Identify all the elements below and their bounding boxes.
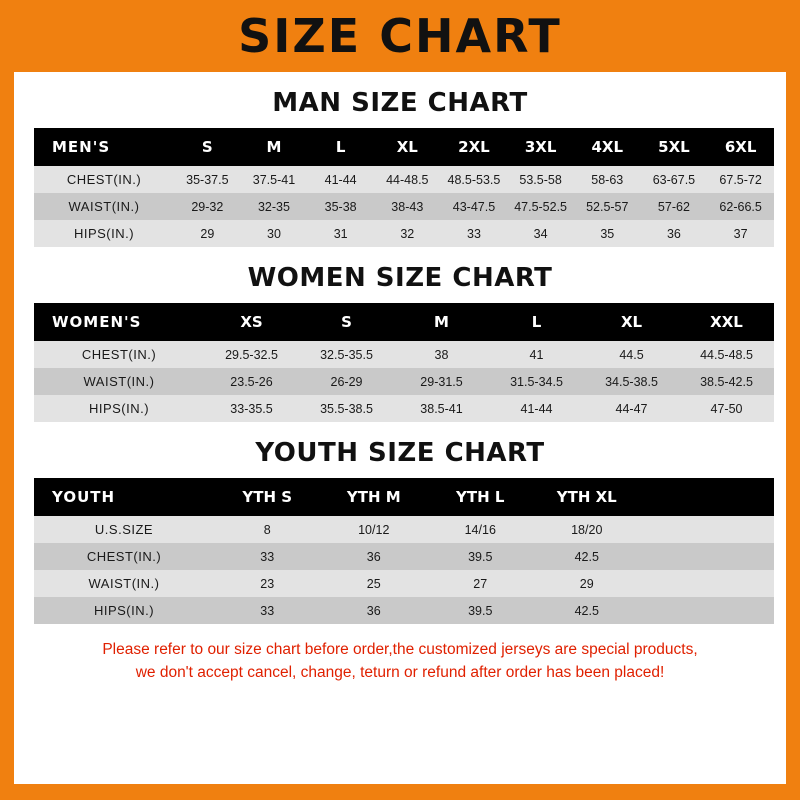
section-man — [14, 88, 786, 247]
footer-line-2: we don't accept cancel, change, teturn or refund after order has been placed! — [135, 664, 665, 682]
bottom-bar — [0, 784, 800, 800]
section-title-man: MAN SIZE CHART — [272, 88, 528, 118]
footer-note — [32, 638, 768, 685]
row-label-us-size: U.S.SIZE — [34, 516, 214, 543]
cell: 36 — [641, 220, 708, 247]
cell: 26-29 — [299, 368, 394, 395]
cell: 18/20 — [534, 516, 641, 543]
section-title-youth: YOUTH SIZE CHART — [255, 438, 545, 468]
cell: 38.5-41 — [394, 395, 489, 422]
row-label-hips: HIPS(IN.) — [34, 220, 174, 247]
cell: 44-48.5 — [374, 166, 441, 193]
header-cell-xl: XL — [374, 128, 441, 166]
cell: 44.5-48.5 — [679, 341, 774, 368]
cell: 33 — [214, 543, 321, 570]
cell: 33 — [441, 220, 508, 247]
header-cell-yth-s: YTH S — [214, 478, 321, 516]
table-header-row — [34, 128, 774, 166]
header-banner — [0, 0, 800, 72]
cell: 36 — [321, 543, 428, 570]
cell: 8 — [214, 516, 321, 543]
cell: 23 — [214, 570, 321, 597]
row-label-hips: HIPS(IN.) — [34, 597, 214, 624]
cell: 35-37.5 — [174, 166, 241, 193]
cell: 10/12 — [321, 516, 428, 543]
header-cell-s: S — [299, 303, 394, 341]
header-cell-men: MEN'S — [34, 128, 174, 166]
cell: 36 — [321, 597, 428, 624]
cell: 29-31.5 — [394, 368, 489, 395]
table-row — [34, 341, 774, 368]
section-women — [14, 263, 786, 422]
header-cell-s: S — [174, 128, 241, 166]
cell: 31.5-34.5 — [489, 368, 584, 395]
cell: 35.5-38.5 — [299, 395, 394, 422]
table-row — [34, 193, 774, 220]
cell-spacer — [640, 543, 774, 570]
cell: 32.5-35.5 — [299, 341, 394, 368]
header-cell-m: M — [394, 303, 489, 341]
cell: 41-44 — [307, 166, 374, 193]
table-women — [34, 303, 774, 422]
footer-line-1: Please refer to our size chart before order,the customized jerseys are special products, — [102, 641, 698, 658]
table-header-row — [34, 303, 774, 341]
table-man — [34, 128, 774, 247]
header-cell-youth: YOUTH — [34, 478, 214, 516]
header-cell-yth-xl: YTH XL — [534, 478, 641, 516]
cell: 39.5 — [427, 597, 534, 624]
header-cell-spacer — [640, 478, 774, 516]
cell: 29 — [174, 220, 241, 247]
cell: 37.5-41 — [241, 166, 308, 193]
table-row — [34, 516, 774, 543]
cell: 48.5-53.5 — [441, 166, 508, 193]
cell: 29-32 — [174, 193, 241, 220]
header-cell-5xl: 5XL — [641, 128, 708, 166]
header-cell-l: L — [489, 303, 584, 341]
cell-spacer — [640, 570, 774, 597]
header-cell-3xl: 3XL — [507, 128, 574, 166]
cell-spacer — [640, 597, 774, 624]
cell: 41 — [489, 341, 584, 368]
cell: 14/16 — [427, 516, 534, 543]
cell: 31 — [307, 220, 374, 247]
cell: 32 — [374, 220, 441, 247]
table-row — [34, 368, 774, 395]
cell: 62-66.5 — [707, 193, 774, 220]
header-cell-xl: XL — [584, 303, 679, 341]
cell: 58-63 — [574, 166, 641, 193]
table-row — [34, 543, 774, 570]
cell: 47-50 — [679, 395, 774, 422]
cell: 27 — [427, 570, 534, 597]
cell: 44.5 — [584, 341, 679, 368]
table-row — [34, 166, 774, 193]
table-row — [34, 395, 774, 422]
cell: 29.5-32.5 — [204, 341, 299, 368]
cell: 63-67.5 — [641, 166, 708, 193]
row-label-chest: CHEST(IN.) — [34, 543, 214, 570]
page-title: SIZE CHART — [238, 9, 562, 63]
header-cell-xxl: XXL — [679, 303, 774, 341]
cell: 33 — [214, 597, 321, 624]
cell: 42.5 — [534, 543, 641, 570]
cell: 53.5-58 — [507, 166, 574, 193]
row-label-waist: WAIST(IN.) — [34, 570, 214, 597]
cell: 25 — [321, 570, 428, 597]
header-cell-l: L — [307, 128, 374, 166]
cell: 57-62 — [641, 193, 708, 220]
cell: 38.5-42.5 — [679, 368, 774, 395]
cell: 41-44 — [489, 395, 584, 422]
cell: 67.5-72 — [707, 166, 774, 193]
cell: 34.5-38.5 — [584, 368, 679, 395]
cell: 38-43 — [374, 193, 441, 220]
row-label-waist: WAIST(IN.) — [34, 368, 204, 395]
cell: 35-38 — [307, 193, 374, 220]
cell: 35 — [574, 220, 641, 247]
header-cell-4xl: 4XL — [574, 128, 641, 166]
cell: 34 — [507, 220, 574, 247]
header-cell-womens: WOMEN'S — [34, 303, 204, 341]
cell: 30 — [241, 220, 308, 247]
cell: 39.5 — [427, 543, 534, 570]
cell: 47.5-52.5 — [507, 193, 574, 220]
cell: 37 — [707, 220, 774, 247]
header-cell-m: M — [241, 128, 308, 166]
cell: 43-47.5 — [441, 193, 508, 220]
table-youth — [34, 478, 774, 624]
section-youth — [14, 438, 786, 624]
table-header-row — [34, 478, 774, 516]
row-label-waist: WAIST(IN.) — [34, 193, 174, 220]
cell: 44-47 — [584, 395, 679, 422]
cell: 29 — [534, 570, 641, 597]
row-label-hips: HIPS(IN.) — [34, 395, 204, 422]
cell: 33-35.5 — [204, 395, 299, 422]
cell: 38 — [394, 341, 489, 368]
table-row — [34, 597, 774, 624]
cell: 32-35 — [241, 193, 308, 220]
header-cell-yth-m: YTH M — [321, 478, 428, 516]
row-label-chest: CHEST(IN.) — [34, 166, 174, 193]
cell: 52.5-57 — [574, 193, 641, 220]
section-title-women: WOMEN SIZE CHART — [247, 263, 553, 293]
header-cell-6xl: 6XL — [707, 128, 774, 166]
cell-spacer — [640, 516, 774, 543]
table-row — [34, 570, 774, 597]
table-row — [34, 220, 774, 247]
cell: 23.5-26 — [204, 368, 299, 395]
row-label-chest: CHEST(IN.) — [34, 341, 204, 368]
header-cell-2xl: 2XL — [441, 128, 508, 166]
header-cell-xs: XS — [204, 303, 299, 341]
header-cell-yth-l: YTH L — [427, 478, 534, 516]
cell: 42.5 — [534, 597, 641, 624]
